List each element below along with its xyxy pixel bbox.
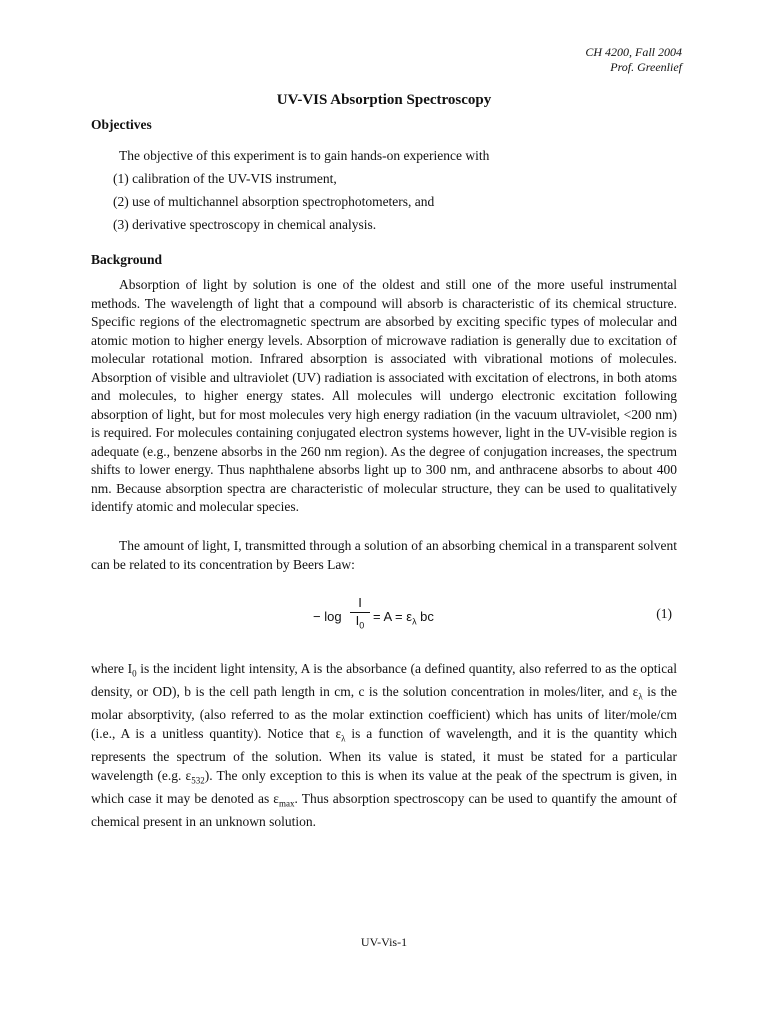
fraction-bar [350, 612, 370, 613]
list-item: (3) derivative spectroscopy in chemical analysis. [113, 217, 377, 232]
equation-numerator: I [358, 595, 362, 610]
course-label: CH 4200, Fall 2004 [585, 45, 682, 59]
equation-fraction [350, 596, 370, 633]
objectives-intro: The objective of this experiment is to gain hands-on experience with [119, 148, 490, 163]
document-title: UV-VIS Absorption Spectroscopy [276, 92, 492, 108]
background-paragraph-2: The amount of light, I, transmitted through a solution of an absorbing chemical in a transparent solvent can be related to its concentration by Beers Law: [91, 538, 677, 572]
list-item: (1) calibration of the UV-VIS instrument, [113, 171, 337, 186]
background-paragraph-3: where $I_0$ is the incident light intensity, A is the absorbance (a defined quantity, also referred to as the optical density, or OD), b is the cell path length in cm, c is the solution concentration in moles/liter, and $\varepsilon_\lambda$ is the molar absorptivity, (also referred to as the molar extinction coefficient) which has units of liter/mole/cm (i.e., A is a unitless quantity). Notice that $\varepsilon_\lambda$ is a function of wavelength, and it is the quantity which represents the spectrum of the solution. When its value is stated, it must be stated for a particular wavelength (e.g. $\varepsilon_{532}$). The only exception to this is when its value at the peak of the spectrum is given, in which case it may be denoted as $\varepsilon_{max}$. Thus absorption spectroscopy can be used to quantify the amount of chemical present in an unknown solution. [91, 661, 678, 829]
background-heading: Background [91, 252, 163, 267]
objectives-heading: Objectives [91, 117, 152, 132]
equation-number: (1) [656, 606, 672, 621]
page-footer: UV-Vis-1 [360, 935, 408, 949]
list-item: (2) use of multichannel absorption spectrophotometers, and [113, 194, 435, 209]
equation-rhs: = $A = \varepsilon_\lambda$ bc [373, 609, 434, 627]
equation-minus-log: − log [313, 609, 342, 624]
page-header [585, 45, 682, 74]
background-paragraph-1: Absorption of light by solution is one of the oldest and still one of the more useful instrumental methods. The wavelength of light that a compound will absorb is characteristic of its chemical structure. Specific regions of the electromagnetic spectrum are absorbed by exciting specific types of molecular and atomic motion to higher energy levels. Absorption of microwave radiation is generally due to excitation of molecular rotational motion. Infrared absorption is associated with vibrational motions of molecules. Absorption of visible and ultraviolet (UV) radiation is associated with excitation of electrons, in both atoms and molecules, to higher energy states. All molecules will undergo electronic excitation following absorption of light, but for most molecules very high energy radiation (in the vacuum ultraviolet, <200 nm) is required. For molecules containing conjugated electron systems however, light in the UV-visible region is adequate (e.g., benzene absorbs in the 260 nm region). As the degree of conjugation increases, the spectrum shifts to lower energy. Thus naphthalene absorbs light up to 300 nm, and anthracene absorbs to about 400 nm. Because absorption spectra are characteristic of molecular structure, they can be used to qualitatively identify atomic and molecular species. [91, 277, 677, 514]
professor-label: Prof. Greenlief [610, 59, 682, 74]
beers-law-equation [0, 596, 768, 640]
equation-denominator: $I_0$ [355, 613, 365, 631]
objectives-list [113, 167, 434, 236]
